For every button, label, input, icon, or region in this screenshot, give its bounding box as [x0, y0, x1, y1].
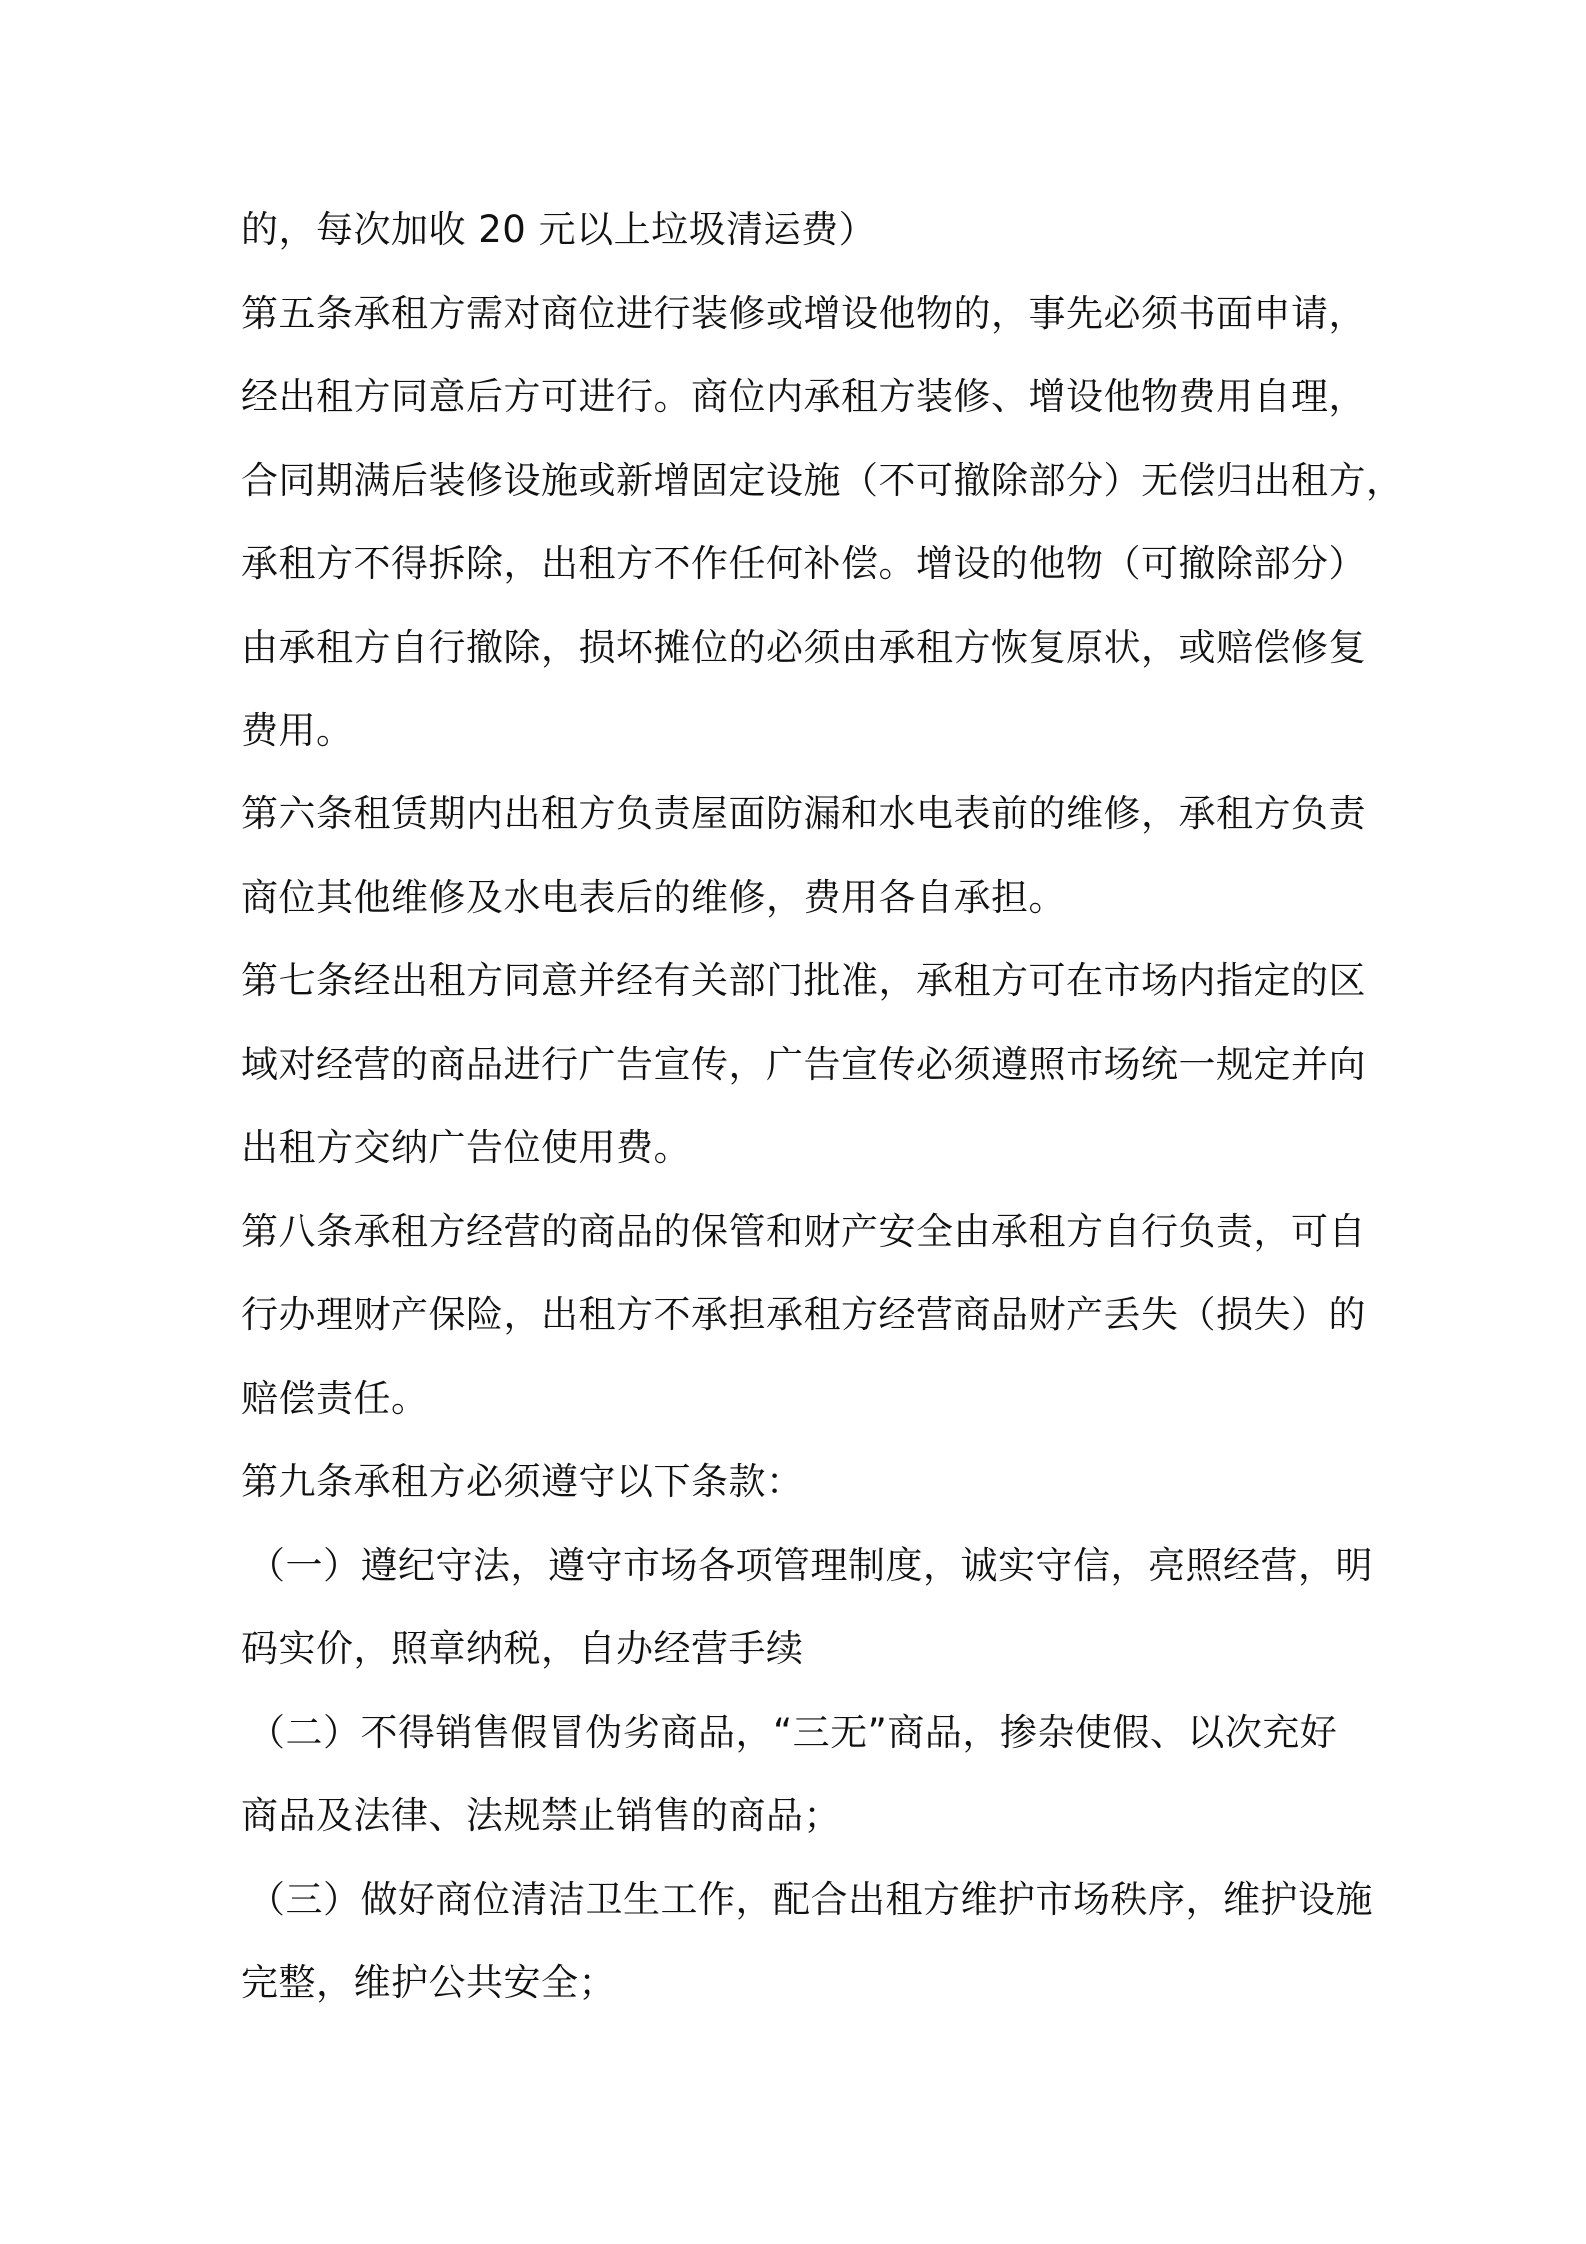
text-line: 出租方交纳广告位使用费。: [241, 1126, 691, 1169]
text-line: 第五条承租方需对商位进行装修或增设他物的，事先必须书面申请，: [241, 292, 1366, 335]
text-line: 码实价，照章纳税，自办经营手续: [241, 1627, 804, 1670]
text-line: 第九条承租方必须遵守以下条款：: [241, 1460, 804, 1503]
text-line: 的，每次加收 20 元以上垃圾清运费）: [241, 208, 877, 251]
text-line: 合同期满后装修设施或新增固定设施（不可撤除部分）无偿归出租方，: [241, 459, 1404, 502]
text-line: 第八条承租方经营的商品的保管和财产安全由承租方自行负责，可自: [241, 1210, 1366, 1253]
text-line: 行办理财产保险，出租方不承担承租方经营商品财产丢失（损失）的: [241, 1293, 1366, 1336]
text-line: （三）做好商位清洁卫生工作，配合出租方维护市场秩序，维护设施: [248, 1878, 1373, 1921]
text-line: 商位其他维修及水电表后的维修，费用各自承担。: [241, 876, 1066, 919]
text-line: 承租方不得拆除，出租方不作任何补偿。增设的他物（可撤除部分）: [241, 542, 1366, 585]
text-line: 域对经营的商品进行广告宣传，广告宣传必须遵照市场统一规定并向: [241, 1043, 1366, 1086]
text-line: 商品及法律、法规禁止销售的商品；: [241, 1794, 841, 1837]
text-line: 第七条经出租方同意并经有关部门批准，承租方可在市场内指定的区: [241, 959, 1366, 1002]
text-line: 经出租方同意后方可进行。商位内承租方装修、增设他物费用自理，: [241, 375, 1366, 418]
text-line: （一）遵纪守法，遵守市场各项管理制度，诚实守信，亮照经营，明: [248, 1544, 1373, 1587]
text-line: 第六条租赁期内出租方负责屋面防漏和水电表前的维修，承租方负责: [241, 792, 1366, 835]
text-line: 费用。: [241, 709, 354, 752]
text-line: （二）不得销售假冒伪劣商品，“三无”商品，掺杂使假、以次充好: [248, 1711, 1338, 1754]
text-line: 由承租方自行撤除，损坏摊位的必须由承租方恢复原状，或赔偿修复: [241, 626, 1366, 669]
text-line: 赔偿责任。: [241, 1377, 429, 1420]
text-line: 完整，维护公共安全；: [241, 1961, 616, 2004]
